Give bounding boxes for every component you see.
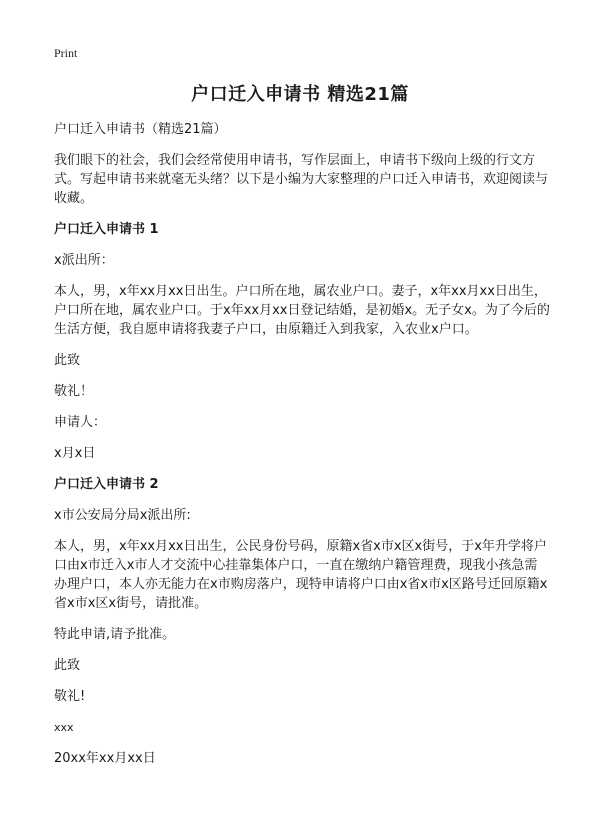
subtitle: 户口迁入申请书（精选21篇）	[54, 122, 227, 137]
section-2-addressee: x市公安局分局x派出所:	[54, 508, 191, 523]
section-1-heading: 户口迁入申请书 1	[54, 222, 159, 237]
section-2-body: 本人，男，x年xx月xx日出生，公民身份号码，原籍x省x市x区x街号，于x年升学将户口由x市迁入x市人才交流中心挂靠集体户口，一直在缴纳户籍管理费，现我小孩急需办理户口，本人亦无能力在x市购房落户，现特申请将户口由x省x市x区路号迁回原籍x省x市x区x街号，请批准。	[54, 539, 548, 611]
intro-paragraph: 我们眼下的社会，我们会经常使用申请书，写作层面上，申请书下级向上级的行文方式。写起申请书来就毫无头绪？以下是小编为大家整理的户口迁入申请书，欢迎阅读与收藏。	[54, 153, 549, 206]
print-label: Print	[54, 46, 78, 60]
section-1-body: 本人，男，x年xx月xx日出生。户口所在地，属农业户口。妻子，x年xx月xx日出生，户口所在地，属农业户口。于x年xx月xx日登记结婚，是初婚x。无子女x。为了今后的生活方便，我自愿申请将我妻子户口，由原籍迁入到我家，入农业x户口。	[54, 284, 550, 337]
section-1-closing-1: 此致	[54, 353, 81, 368]
section-1-applicant: 申请人：	[54, 415, 107, 430]
section-2-heading: 户口迁入申请书 2	[54, 477, 159, 492]
section-2-closing-2: 敬礼!	[54, 689, 86, 704]
section-2-date: 20xx年xx月xx日	[54, 751, 156, 766]
section-1-date: x月x日	[54, 446, 96, 461]
section-1-closing-2: 敬礼！	[54, 384, 94, 399]
section-2-closing-1: 此致	[54, 658, 81, 673]
section-2-request: 特此申请,请予批准。	[54, 627, 176, 642]
page-title: 户口迁入申请书 精选21篇	[191, 84, 409, 105]
document-body	[54, 120, 550, 780]
section-1-addressee: x派出所：	[54, 253, 114, 268]
section-2-signature: xxx	[54, 721, 74, 734]
